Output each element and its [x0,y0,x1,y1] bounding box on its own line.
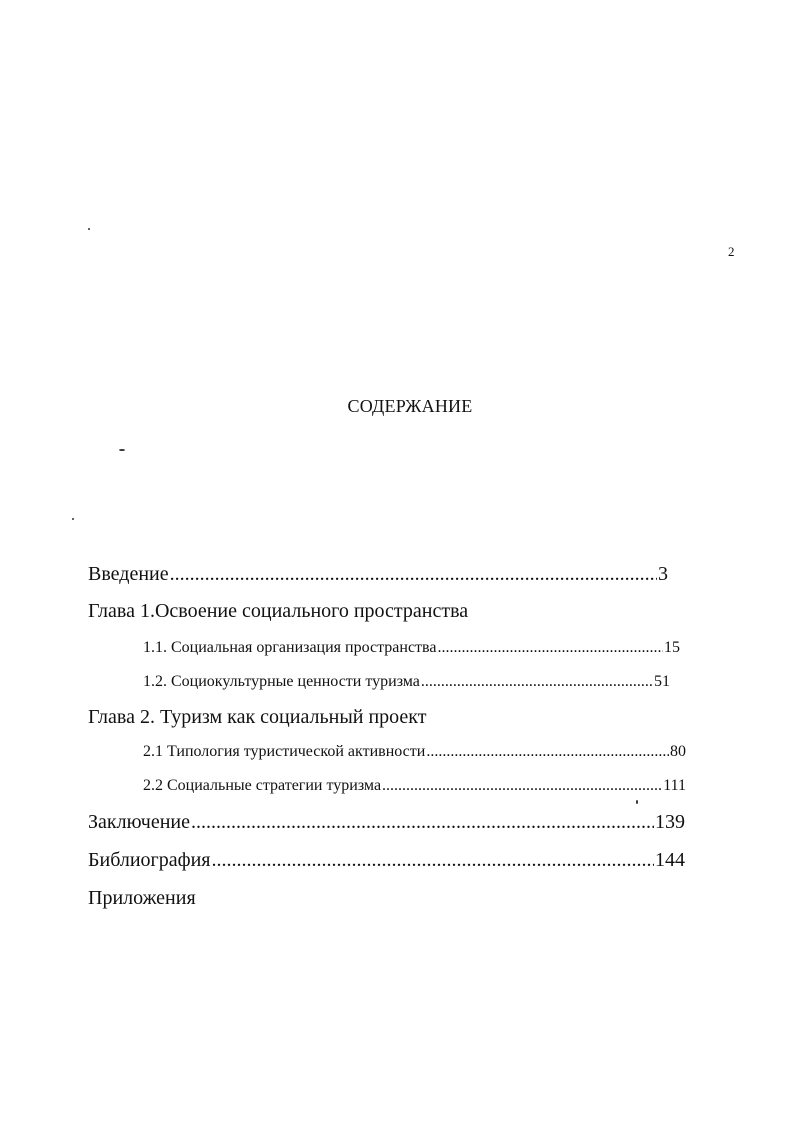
toc-page: 3 [658,563,668,585]
leader-dots [438,639,664,657]
toc-label: Заключение [88,811,190,833]
scan-speck [636,800,638,804]
toc-entry-section-2-1[interactable] [143,743,686,761]
toc-entry-intro[interactable] [88,563,668,586]
page-title: СОДЕРЖАНИЕ [347,396,473,416]
toc-entry-section-2-2[interactable] [143,777,686,795]
toc-label: 1.2. Социокультурные ценности туризма [143,673,420,690]
toc-page: 111 [663,777,686,794]
toc-entry-section-1-1[interactable] [143,639,680,657]
leader-dots [191,811,654,834]
toc-label: Глава 2. Туризм как социальный проект [88,706,427,728]
leader-dots [426,743,669,761]
toc-page: 144 [655,849,685,871]
scan-speck [88,228,90,230]
toc-label: Введение [88,563,169,585]
toc-page: 80 [670,743,686,760]
toc-label: 2.1 Типология туристической активности [143,743,426,760]
scan-speck [72,518,74,520]
page-number: 2 [728,244,735,259]
toc-entry-bibliography[interactable] [88,849,685,872]
toc-label: 1.1. Социальная организация пространства [143,639,437,656]
leader-dots [170,563,657,586]
scan-speck [119,449,125,451]
toc-entry-chapter-2[interactable] [88,706,426,729]
toc-entry-appendices[interactable] [88,887,196,910]
toc-page: 139 [655,811,685,833]
toc-entry-conclusion[interactable] [88,811,685,834]
leader-dots [212,849,655,872]
toc-entry-section-1-2[interactable] [143,673,670,691]
toc-entry-chapter-1[interactable] [88,600,468,623]
toc-label: Библиография [88,849,211,871]
toc-page: 15 [664,639,680,656]
toc-page: 51 [654,673,670,690]
toc-label: Глава 1.Освоение социального пространства [88,600,469,622]
toc-label: 2.2 Социальные стратегии туризма [143,777,382,794]
leader-dots [382,777,662,795]
toc-label: Приложения [88,887,196,909]
leader-dots [421,673,653,691]
